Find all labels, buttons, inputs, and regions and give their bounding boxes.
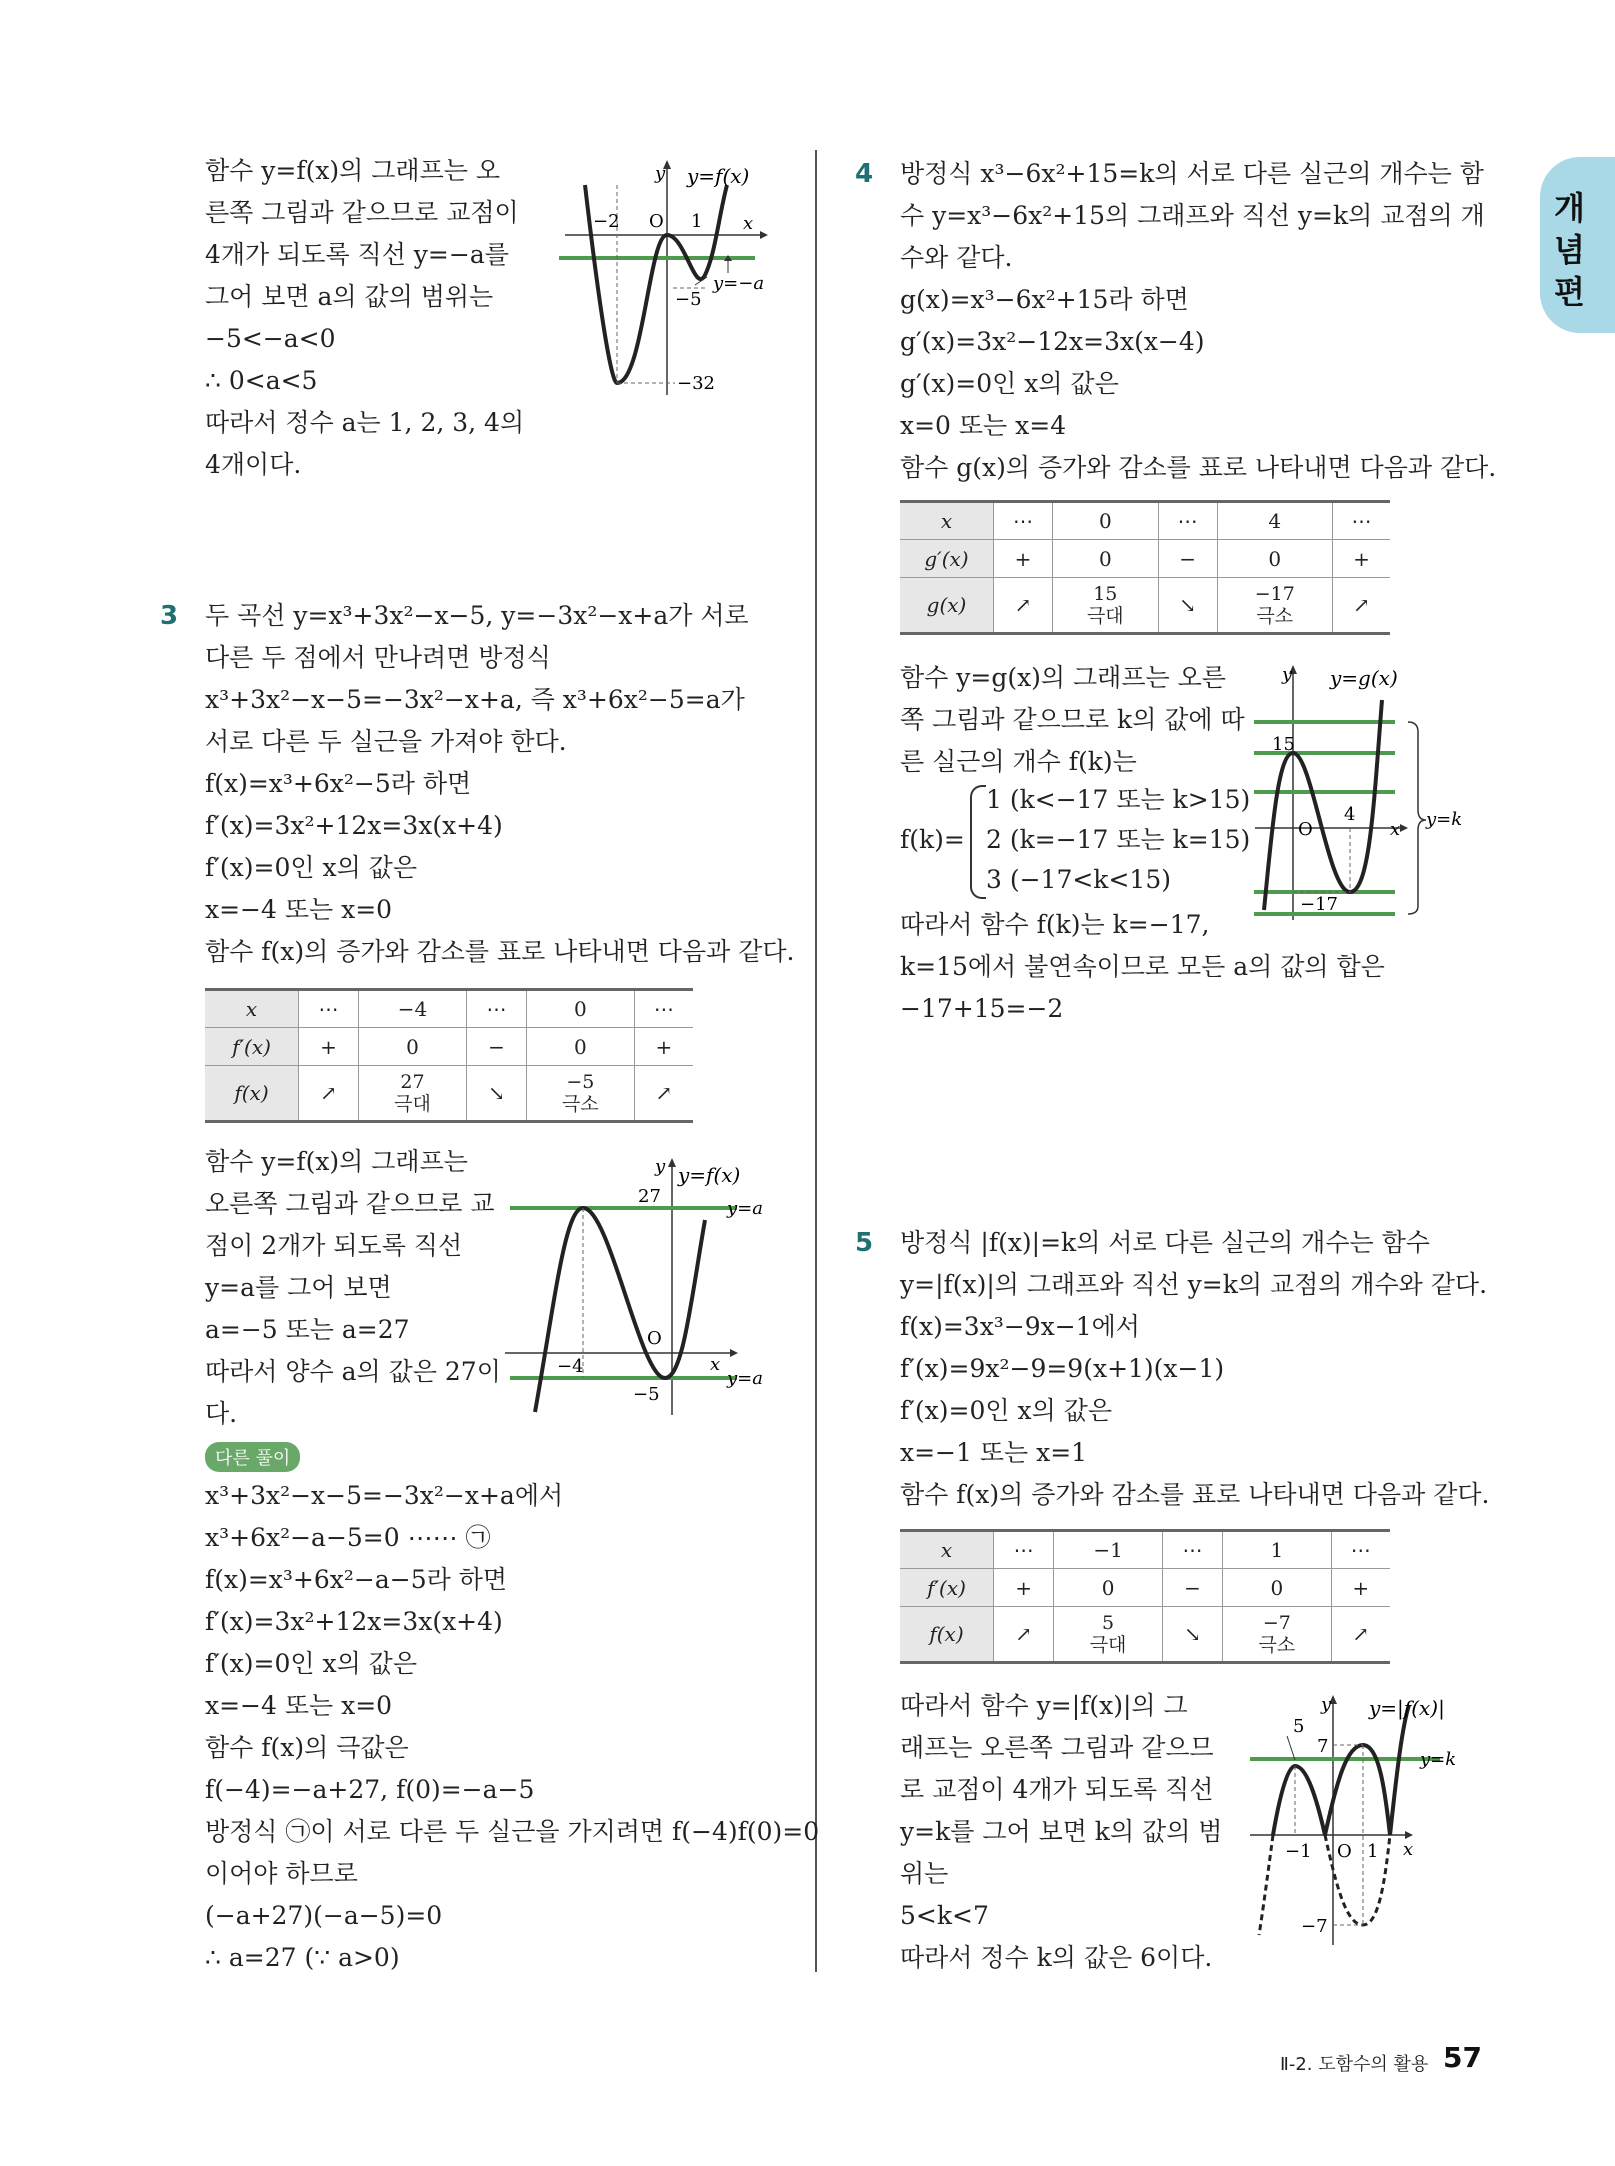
min-value: −5 [566, 1071, 595, 1093]
p3-graph-y: y [655, 1156, 666, 1177]
p4-variation-table [900, 500, 1390, 635]
table-cell [526, 1066, 634, 1122]
p2-graph-ya: y=−a [713, 273, 765, 294]
p2-graph-m32: −32 [677, 373, 715, 394]
table-cell: f′(x) [205, 1028, 299, 1066]
p3-alt-line: f′(x)=3x²+12x=3x(x+4) [205, 1607, 503, 1636]
p4-line: 함수 g(x)의 증가와 감소를 표로 나타내면 다음과 같다. [900, 453, 1497, 482]
p5-graph [1245, 1690, 1485, 1955]
p3-line: x=−4 또는 x=0 [205, 895, 393, 924]
table-cell: + [1331, 1569, 1390, 1607]
p4-line: g(x)=x³−6x²+15라 하면 [900, 285, 1189, 314]
table-cell: − [466, 1028, 526, 1066]
p4-case: 2 (k=−17 또는 k=15) [986, 825, 1251, 854]
min-value: −7 [1262, 1612, 1291, 1634]
table-cell [1223, 1607, 1331, 1663]
p3-variation-table [205, 988, 693, 1123]
table-cell: ⋯ [994, 1531, 1054, 1569]
p4-graph-x: x [1390, 819, 1401, 840]
table-cell: 0 [1052, 502, 1158, 540]
max-label: 극대 [1089, 1634, 1127, 1656]
p5-graph-1: 1 [1367, 1841, 1379, 1862]
p4-line: −17+15=−2 [900, 994, 1064, 1023]
p5-graph-o: O [1337, 1841, 1352, 1862]
p5-line: x=−1 또는 x=1 [900, 1438, 1088, 1467]
p5-line: 방정식 |f(x)|=k의 서로 다른 실근의 개수는 함수 [900, 1228, 1430, 1257]
p2-line: 4개이다. [205, 450, 302, 479]
p2-line: 그어 보면 a의 값의 범위는 [205, 282, 494, 311]
page-number: 57 [1443, 2041, 1482, 2074]
max-label: 극대 [394, 1093, 431, 1115]
table-cell: 1 [1223, 1531, 1331, 1569]
p4-line: 쪽 그림과 같으므로 k의 값에 따 [900, 705, 1245, 734]
table-cell: + [299, 1028, 359, 1066]
p3-alt-line: x³+6x²−a−5=0 ⋯⋯ ㉠ [205, 1523, 491, 1552]
p5-graph-yk: y=k [1420, 1749, 1457, 1770]
p2-line: −5<−a<0 [205, 324, 336, 353]
p3-line: f(x)=x³+6x²−5라 하면 [205, 769, 472, 798]
p3-graph-ya1: y=a [727, 1198, 763, 1219]
p5-graph-7: 7 [1317, 1736, 1329, 1757]
p4-line: 따라서 함수 f(k)는 k=−17, [900, 910, 1210, 939]
p2-line: 른쪽 그림과 같으므로 교점이 [205, 198, 519, 227]
p5-line: 5<k<7 [900, 1901, 989, 1930]
table-cell: ⋯ [1162, 1531, 1222, 1569]
p5-graph-5: 5 [1293, 1716, 1305, 1737]
table-cell: ⋯ [994, 502, 1053, 540]
p4-line: 른 실근의 개수 f(k)는 [900, 747, 1137, 776]
p3-graph [505, 1150, 795, 1420]
table-cell: 0 [1054, 1569, 1162, 1607]
table-cell: ↘ [1158, 578, 1217, 634]
table-cell: g(x) [900, 578, 994, 634]
table-cell: + [634, 1028, 693, 1066]
table-cell: 4 [1217, 502, 1332, 540]
p4-line: 수와 같다. [900, 243, 1013, 272]
p3-alt-line: x³+3x²−x−5=−3x²−x+a에서 [205, 1481, 564, 1510]
max-label: 극대 [1086, 605, 1124, 627]
p3-line: 함수 f(x)의 증가와 감소를 표로 나타내면 다음과 같다. [205, 937, 795, 966]
p4-fk-label: f(k)= [900, 825, 965, 854]
p5-line: 로 교점이 4개가 되도록 직선 [900, 1775, 1214, 1804]
p5-line: f(x)=3x³−9x−1에서 [900, 1312, 1140, 1341]
p3-line: a=−5 또는 a=27 [205, 1315, 410, 1344]
p4-case: 3 (−17<k<15) [986, 865, 1171, 894]
table-cell: ↗ [1332, 578, 1390, 634]
problem-5-number: 5 [855, 1228, 874, 1258]
table-cell: g′(x) [900, 540, 994, 578]
table-cell [1054, 1607, 1162, 1663]
min-label: 극소 [1258, 1634, 1296, 1656]
p2-graph-one: 1 [691, 211, 703, 232]
p2-line: 따라서 정수 a는 1, 2, 3, 4의 [205, 408, 525, 437]
p3-line: 오른쪽 그림과 같으므로 교 [205, 1189, 495, 1218]
table-cell [359, 1066, 467, 1122]
table-cell: f(x) [900, 1607, 994, 1663]
max-value: 5 [1102, 1612, 1115, 1634]
p3-graph-m4: −4 [557, 1356, 584, 1377]
p5-graph-y: y [1321, 1694, 1332, 1715]
p4-line: 수 y=x³−6x²+15의 그래프와 직선 y=k의 교점의 개 [900, 201, 1485, 230]
max-value: 27 [400, 1071, 425, 1093]
p3-alt-line: f(x)=x³+6x²−a−5라 하면 [205, 1565, 508, 1594]
p2-graph-o: O [649, 211, 664, 232]
p2-graph-m2: −2 [593, 211, 620, 232]
p4-graph-y: y [1282, 664, 1293, 685]
p2-graph-y: y [655, 163, 666, 184]
p4-graph-yk: y=k [1426, 809, 1463, 830]
table-cell: ↘ [1162, 1607, 1222, 1663]
table-cell: ⋯ [1158, 502, 1217, 540]
p3-graph-x: x [710, 1354, 721, 1375]
table-cell: ⋯ [299, 990, 359, 1028]
column-divider [815, 150, 817, 1972]
table-cell: 0 [1223, 1569, 1331, 1607]
table-cell: 0 [526, 1028, 634, 1066]
p3-alt-line: ∴ a=27 (∵ a>0) [205, 1943, 400, 1972]
table-cell: − [1158, 540, 1217, 578]
p5-line: 래프는 오른쪽 그림과 같으므 [900, 1733, 1214, 1762]
tab-char-2: 념 [1554, 231, 1585, 269]
p3-line: 따라서 양수 a의 값은 27이 [205, 1357, 501, 1386]
tab-char-1: 개 [1554, 189, 1585, 227]
p3-line: 함수 y=f(x)의 그래프는 [205, 1147, 468, 1176]
min-value: −17 [1254, 583, 1295, 605]
p5-line: y=|f(x)|의 그래프와 직선 y=k의 교점의 개수와 같다. [900, 1270, 1488, 1299]
p3-graph-m5: −5 [633, 1384, 660, 1405]
p4-graph-4: 4 [1344, 804, 1356, 825]
p3-graph-o: O [647, 1328, 662, 1349]
p2-line: 함수 y=f(x)의 그래프는 오 [205, 156, 500, 185]
p5-line: y=k를 그어 보면 k의 값의 범 [900, 1817, 1223, 1846]
p5-line: 따라서 함수 y=|f(x)|의 그 [900, 1691, 1188, 1720]
p2-graph [555, 155, 795, 415]
p3-alt-line: 함수 f(x)의 극값은 [205, 1733, 409, 1762]
p3-alt-line: 방정식 ㉠이 서로 다른 두 실근을 가지려면 f(−4)f(0)=0 [205, 1817, 820, 1846]
p3-line: f′(x)=3x²+12x=3x(x+4) [205, 811, 503, 840]
p4-line: k=15에서 불연속이므로 모든 a의 값의 합은 [900, 952, 1385, 981]
p5-graph-x: x [1403, 1839, 1414, 1860]
p2-graph-fx: y=f(x) [687, 164, 750, 188]
table-cell: f(x) [205, 1066, 299, 1122]
max-value: 15 [1093, 583, 1118, 605]
p5-line: f′(x)=9x²−9=9(x+1)(x−1) [900, 1354, 1225, 1383]
p5-graph-fx: y=|f(x)| [1369, 1696, 1445, 1720]
table-cell [1217, 578, 1332, 634]
table-cell: + [994, 540, 1053, 578]
p3-line: f′(x)=0인 x의 값은 [205, 853, 417, 882]
table-cell: −1 [1054, 1531, 1162, 1569]
p3-line: x³+3x²−x−5=−3x²−x+a, 즉 x³+6x²−5=a가 [205, 685, 745, 714]
alt-solution-badge: 다른 풀이 [205, 1442, 300, 1472]
p5-line: 함수 f(x)의 증가와 감소를 표로 나타내면 다음과 같다. [900, 1480, 1490, 1509]
p3-alt-line: f(−4)=−a+27, f(0)=−a−5 [205, 1775, 535, 1804]
table-cell: x [205, 990, 299, 1028]
p4-graph-15: 15 [1272, 734, 1295, 755]
p5-graph-m1: −1 [1285, 1841, 1312, 1862]
p4-case: 1 (k<−17 또는 k>15) [986, 785, 1251, 814]
table-cell: ↗ [994, 1607, 1054, 1663]
p4-case-brace [970, 785, 986, 899]
p4-line: 방정식 x³−6x²+15=k의 서로 다른 실근의 개수는 함 [900, 159, 1484, 188]
p2-line: 4개가 되도록 직선 y=−a를 [205, 240, 509, 269]
table-cell: −4 [359, 990, 467, 1028]
p4-line: 함수 y=g(x)의 그래프는 오른 [900, 663, 1226, 692]
p4-line: g′(x)=0인 x의 값은 [900, 369, 1119, 398]
chapter-tab [1540, 157, 1615, 333]
p3-alt-line: 이어야 하므로 [205, 1859, 358, 1888]
p3-alt-line: (−a+27)(−a−5)=0 [205, 1901, 443, 1930]
p3-line: 서로 다른 두 실근을 가져야 한다. [205, 727, 567, 756]
problem-3-number: 3 [160, 601, 179, 631]
p5-line: f′(x)=0인 x의 값은 [900, 1396, 1112, 1425]
problem-4-number: 4 [855, 159, 874, 189]
p4-graph-gx: y=g(x) [1330, 666, 1398, 690]
p4-graph-o: O [1298, 819, 1313, 840]
footer-section: Ⅱ-2. 도함수의 활용 [1280, 2054, 1429, 2075]
p5-graph-m7: −7 [1301, 1916, 1328, 1937]
table-cell: − [1162, 1569, 1222, 1607]
table-cell: ↘ [466, 1066, 526, 1122]
p3-alt-line: f′(x)=0인 x의 값은 [205, 1649, 417, 1678]
p4-line: g′(x)=3x²−12x=3x(x−4) [900, 327, 1205, 356]
p3-line: 다른 두 점에서 만나려면 방정식 [205, 643, 551, 672]
p4-graph-m17: −17 [1300, 894, 1338, 915]
table-cell: ↗ [1331, 1607, 1390, 1663]
table-cell: ↗ [994, 578, 1053, 634]
table-cell: 0 [359, 1028, 467, 1066]
p2-line: ∴ 0<a<5 [205, 366, 318, 395]
table-cell: ↗ [634, 1066, 693, 1122]
table-cell: ⋯ [1331, 1531, 1390, 1569]
table-cell: x [900, 1531, 994, 1569]
p3-graph-fx: y=f(x) [678, 1163, 741, 1187]
p3-graph-ya2: y=a [727, 1368, 763, 1389]
table-cell: ↗ [299, 1066, 359, 1122]
p3-alt-line: x=−4 또는 x=0 [205, 1691, 393, 1720]
p3-graph-27: 27 [638, 1186, 661, 1207]
p5-line: 따라서 정수 k의 값은 6이다. [900, 1943, 1213, 1972]
p3-line: 점이 2개가 되도록 직선 [205, 1231, 463, 1260]
table-cell: 0 [526, 990, 634, 1028]
table-cell: 0 [1052, 540, 1158, 578]
p3-line: y=a를 그어 보면 [205, 1273, 392, 1302]
p2-graph-x: x [743, 213, 754, 234]
min-label: 극소 [1256, 605, 1294, 627]
table-cell: ⋯ [466, 990, 526, 1028]
table-cell: f′(x) [900, 1569, 994, 1607]
table-cell: 0 [1217, 540, 1332, 578]
p4-line: x=0 또는 x=4 [900, 411, 1067, 440]
p3-line: 다. [205, 1399, 238, 1428]
table-cell [1052, 578, 1158, 634]
min-label: 극소 [562, 1093, 599, 1115]
p4-graph [1250, 660, 1490, 930]
table-cell: + [994, 1569, 1054, 1607]
table-cell: + [1332, 540, 1390, 578]
p2-graph-m5: −5 [675, 289, 702, 310]
p3-line: 두 곡선 y=x³+3x²−x−5, y=−3x²−x+a가 서로 [205, 601, 749, 630]
tab-char-3: 편 [1554, 273, 1585, 311]
table-cell: x [900, 502, 994, 540]
table-cell: ⋯ [634, 990, 693, 1028]
p5-line: 위는 [900, 1859, 949, 1888]
table-cell: ⋯ [1332, 502, 1390, 540]
p5-variation-table [900, 1529, 1390, 1664]
